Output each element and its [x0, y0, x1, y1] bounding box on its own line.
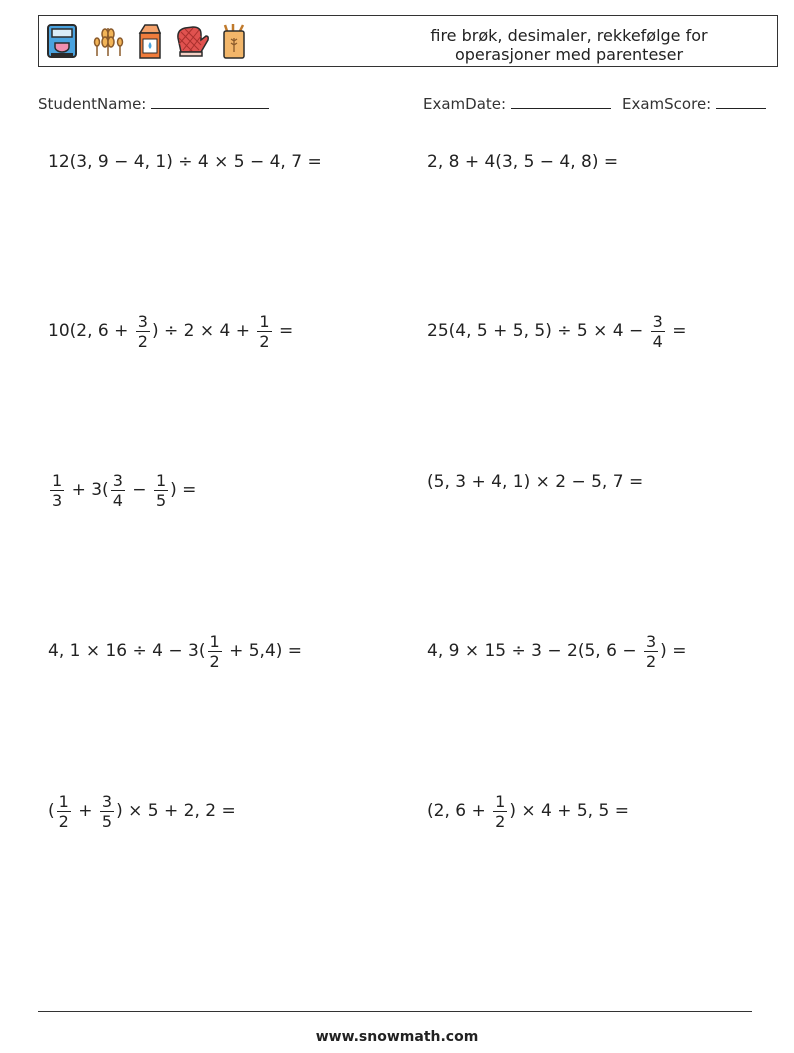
expression-text: 4, 9 × 15 ÷ 3 − 2(5, 6 −: [427, 641, 642, 661]
expression-text: 10(2, 6 +: [48, 321, 134, 341]
fraction-denominator: 2: [137, 331, 148, 351]
fraction-denominator: 3: [52, 490, 63, 510]
fraction-numerator: 3: [112, 470, 123, 490]
fraction-numerator: 1: [155, 470, 167, 490]
expression-text: (: [48, 801, 55, 821]
student-name-label: StudentName:: [38, 95, 147, 113]
worksheet-header: [38, 15, 778, 67]
expression-text: =: [666, 321, 687, 341]
fraction-denominator: 2: [645, 651, 657, 671]
expression-text: + 3(: [66, 480, 109, 500]
fraction: [257, 312, 271, 351]
fraction: [50, 471, 64, 510]
fraction-denominator: 4: [652, 331, 663, 351]
expression-text: + 5,4) =: [223, 641, 303, 661]
fraction: [100, 792, 114, 831]
fraction-numerator: 1: [209, 631, 220, 651]
header-icons: [45, 21, 249, 61]
fraction: [154, 471, 168, 510]
exam-score-blank[interactable]: [716, 93, 766, 109]
problem-3: [48, 305, 293, 357]
fraction: [136, 312, 150, 351]
fraction-numerator: 3: [652, 311, 663, 331]
expression-text: (5, 3 + 4, 1) × 2 − 5, 7 =: [427, 472, 644, 492]
problem-10: [427, 785, 629, 837]
coffee-machine-icon: [45, 22, 81, 60]
problem-1: [48, 136, 322, 188]
expression-text: ) =: [660, 641, 687, 661]
exam-date-label: ExamDate:: [423, 95, 507, 113]
fraction-numerator: 1: [259, 311, 270, 331]
expression-text: −: [126, 480, 152, 500]
fraction: [57, 792, 71, 831]
fraction: [111, 471, 125, 510]
expression-text: (2, 6 +: [427, 801, 492, 821]
fraction-numerator: 3: [137, 311, 148, 331]
expression-text: ) =: [170, 480, 197, 500]
worksheet-title: [409, 26, 729, 64]
expression-text: 4, 1 × 16 ÷ 4 − 3(: [48, 641, 206, 661]
expression-text: 12(3, 9 − 4, 1) ÷ 4 × 5 − 4, 7 =: [48, 152, 322, 172]
title-line-1: fire brøk, desimaler, rekkefølge for: [430, 26, 708, 45]
fraction-numerator: 3: [645, 631, 657, 651]
fraction-denominator: 2: [495, 811, 506, 831]
fraction-numerator: 1: [58, 791, 69, 811]
title-line-2: operasjoner med parenteser: [454, 45, 684, 64]
expression-text: =: [273, 321, 294, 341]
expression-text: +: [72, 801, 98, 821]
bread-bag-icon: [219, 21, 249, 61]
fraction-denominator: 2: [209, 651, 220, 671]
fraction: [644, 632, 658, 671]
fraction-numerator: 1: [52, 470, 63, 490]
problem-7: [48, 625, 302, 677]
student-name-blank[interactable]: [151, 93, 269, 109]
fraction-numerator: 3: [101, 791, 113, 811]
footer-divider: [38, 1011, 752, 1012]
fraction-denominator: 4: [112, 490, 123, 510]
fraction-denominator: 2: [58, 811, 69, 831]
expression-text: ) × 5 + 2, 2 =: [116, 801, 236, 821]
oven-mitt-icon: [173, 22, 211, 60]
problem-5: [48, 464, 196, 516]
expression-text: ) ÷ 2 × 4 +: [151, 321, 256, 341]
fraction: [651, 312, 665, 351]
expression-text: 2, 8 + 4(3, 5 − 4, 8) =: [427, 152, 619, 172]
expression-text: ) × 4 + 5, 5 =: [509, 801, 629, 821]
problem-6: [427, 456, 643, 508]
footer-site: www.snowmath.com: [315, 1029, 479, 1045]
problem-2: [427, 136, 618, 188]
fraction-denominator: 5: [155, 490, 167, 510]
milk-carton-icon: [135, 21, 165, 61]
fraction: [493, 792, 507, 831]
exam-date-field[interactable]: [423, 93, 611, 113]
wheat-icon: [89, 22, 127, 60]
exam-score-label: ExamScore:: [622, 95, 712, 113]
fraction: [208, 632, 222, 671]
problem-9: [48, 785, 236, 837]
expression-text: 25(4, 5 + 5, 5) ÷ 5 × 4 −: [427, 321, 649, 341]
problem-4: [427, 305, 686, 357]
student-name-field[interactable]: [38, 93, 269, 113]
fraction-denominator: 5: [101, 811, 113, 831]
exam-score-field[interactable]: [622, 93, 766, 113]
problem-8: [427, 625, 686, 677]
fraction-numerator: 1: [495, 791, 506, 811]
exam-date-blank[interactable]: [511, 93, 611, 109]
fraction-denominator: 2: [259, 331, 270, 351]
